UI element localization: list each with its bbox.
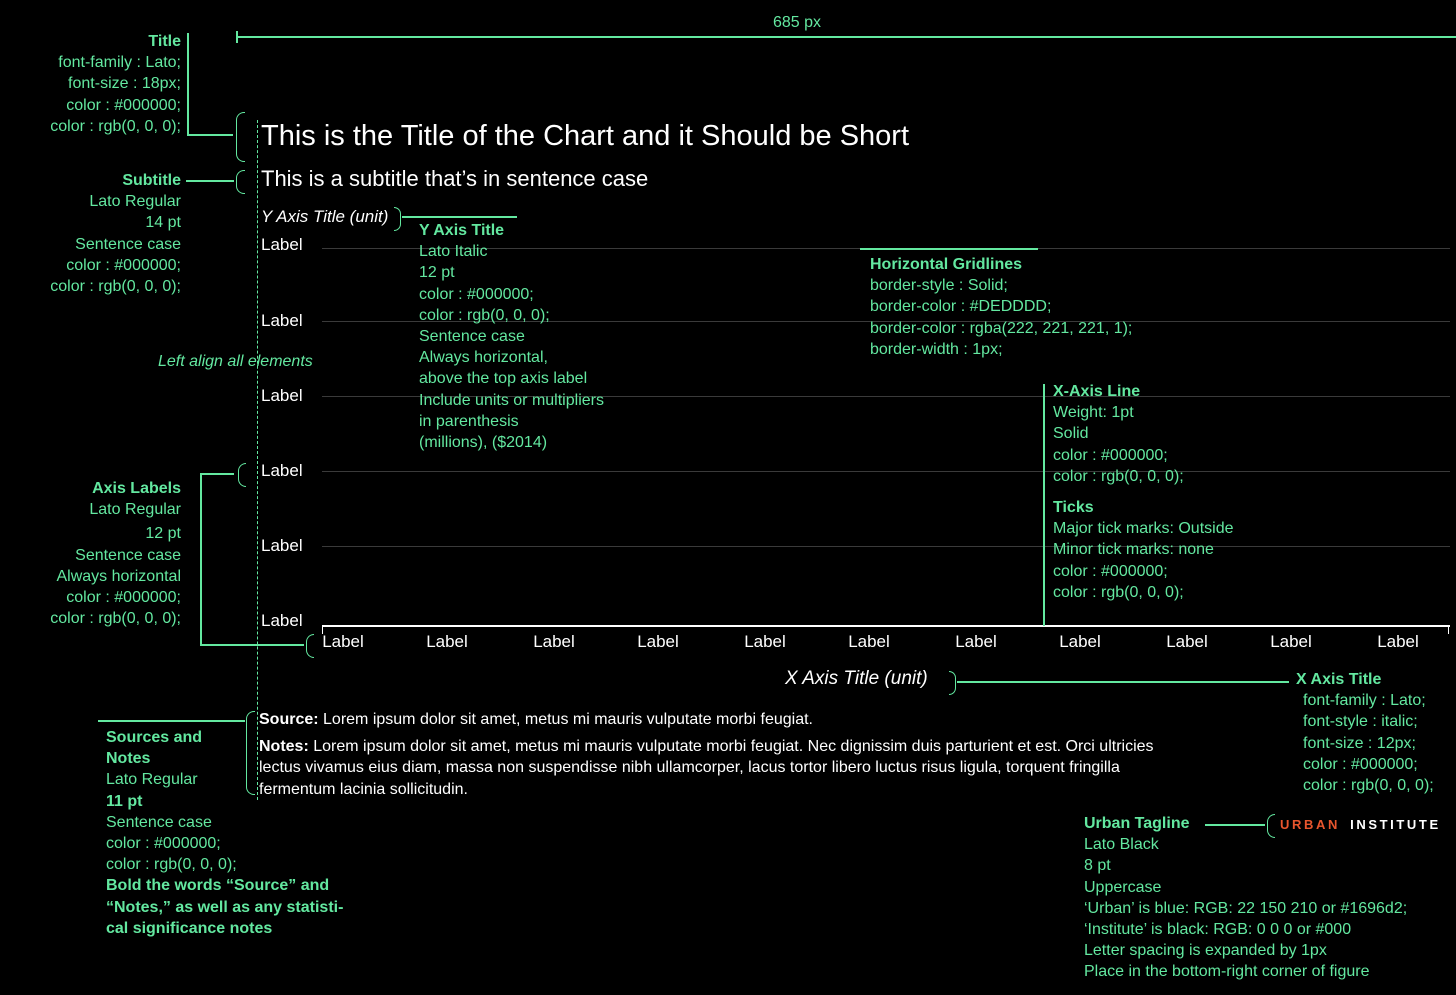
y-axis-label: Label xyxy=(261,536,303,555)
notes-label: Notes: xyxy=(259,737,309,755)
x-axis-line-annotation-heading: X-Axis Line xyxy=(1053,383,1141,400)
x-axis-label: Label xyxy=(955,632,997,651)
x-axis-line xyxy=(322,625,1450,627)
y-axis-title-annotation-heading: Y Axis Title xyxy=(419,222,505,239)
x-axis-label: Label xyxy=(533,632,575,651)
sources-annotation-line: color : rgb(0, 0, 0); xyxy=(106,856,237,874)
x-axis-label: Label xyxy=(848,632,890,651)
y-axis-title-annotation-line: (millions), ($2014) xyxy=(419,434,548,452)
axis-labels-annotation-heading: Axis Labels xyxy=(92,480,181,497)
title-brace xyxy=(236,112,245,162)
gridlines-annotation-heading: Horizontal Gridlines xyxy=(870,256,1023,273)
source-label: Source: xyxy=(259,711,319,728)
y-axis-title-annotation-line: Always horizontal, xyxy=(419,349,548,367)
sources-annotation-connector xyxy=(98,720,245,722)
y-axis-title: Y Axis Title (unit) xyxy=(261,207,389,226)
urban-tagline-annotation-heading: Urban Tagline xyxy=(1084,815,1190,832)
sources-annotation-line: Bold the words “Source” and xyxy=(106,877,330,895)
notes-line xyxy=(259,736,1154,758)
ticks-annotation-heading: Ticks xyxy=(1053,499,1094,516)
axis-labels-annotation-line: Always horizontal xyxy=(56,567,181,585)
y-axis-title-brace xyxy=(394,207,401,231)
subtitle-annotation-line: Sentence case xyxy=(75,235,181,253)
subtitle-brace xyxy=(236,170,245,194)
axis-labels-brace-x xyxy=(306,634,314,658)
width-measure-left-cap xyxy=(236,31,238,43)
title-connector-horizontal xyxy=(187,134,233,136)
x-axis-label: Label xyxy=(1270,632,1312,651)
axis-labels-annotation-line: Lato Regular xyxy=(89,501,181,519)
sources-annotation-line: cal significance notes xyxy=(106,919,273,937)
x-axis-title-brace xyxy=(949,671,956,695)
gridlines-annotation-line: border-color : #DEDDDD; xyxy=(870,298,1052,316)
width-measure-label: 685 px xyxy=(773,14,822,31)
sources-annotation-line: “Notes,” as well as any statisti- xyxy=(106,898,344,916)
gridlines-annotation-line: border-color : rgba(222, 221, 221, 1); xyxy=(870,319,1133,337)
title-annotation-heading: Title xyxy=(148,33,181,50)
y-axis-label: Label xyxy=(261,461,303,480)
urban-tagline-annotation-line: 8 pt xyxy=(1084,857,1111,875)
axis-labels-brace-y xyxy=(238,463,246,487)
ticks-annotation-line: Minor tick marks: none xyxy=(1053,541,1214,559)
sources-annotation xyxy=(106,727,343,939)
source-line xyxy=(259,709,1154,731)
gridlines-annotation-line: border-width : 1px; xyxy=(870,340,1003,358)
y-axis-title-connector xyxy=(402,216,517,218)
sources-annotation-line: color : #000000; xyxy=(106,835,221,853)
ticks-annotation-line: Major tick marks: Outside xyxy=(1053,520,1234,538)
y-axis-title-annotation-line: color : #000000; xyxy=(419,285,534,303)
subtitle-annotation-line: 14 pt xyxy=(145,214,181,232)
urban-tagline-annotation xyxy=(1084,813,1407,983)
tagline-urban: URBAN xyxy=(1280,817,1340,832)
urban-tagline-annotation-line: Letter spacing is expanded by 1px xyxy=(1084,942,1327,960)
x-axis-label: Label xyxy=(1166,632,1208,651)
gridline xyxy=(322,471,1450,472)
urban-tagline-annotation-line: Place in the bottom-right corner of figure xyxy=(1084,963,1370,981)
x-axis-line-annotation-line: Weight: 1pt xyxy=(1053,404,1134,422)
urban-tagline-annotation-line: Uppercase xyxy=(1084,878,1162,896)
axis-labels-annotation-line: 12 pt xyxy=(145,525,181,543)
gridline xyxy=(322,546,1450,547)
source-text: Lorem ipsum dolor sit amet, metus mi mauris vulputate morbi feugiat. xyxy=(318,711,813,728)
x-axis-title-annotation-line: font-style : italic; xyxy=(1303,713,1418,731)
ticks-annotation xyxy=(1053,497,1233,603)
x-axis-title: X Axis Title (unit) xyxy=(785,668,928,689)
axis-labels-connector-bottom xyxy=(200,644,304,646)
y-axis-title-annotation-line: in parenthesis xyxy=(419,412,519,430)
x-axis-tick xyxy=(1448,626,1449,634)
x-axis-title-annotation-line: color : #000000; xyxy=(1303,755,1418,773)
tagline-institute: INSTITUTE xyxy=(1350,817,1441,832)
y-axis-title-annotation-line: Sentence case xyxy=(419,328,525,346)
x-axis-line-annotation-line: color : rgb(0, 0, 0); xyxy=(1053,467,1184,485)
title-annotation-line: font-size : 18px; xyxy=(68,75,181,93)
x-axis-title-annotation-line: font-family : Lato; xyxy=(1303,692,1426,710)
y-axis-label: Label xyxy=(261,611,303,630)
axis-labels-annotation-line: color : #000000; xyxy=(66,589,181,607)
x-axis-label: Label xyxy=(1377,632,1419,651)
gridlines-annotation-line: border-style : Solid; xyxy=(870,277,1008,295)
urban-tagline-annotation-line: Lato Black xyxy=(1084,836,1159,854)
notes-text-line: lectus vivamus eius diam, massa non suspendisse nibh ullamcorper, lacus tortor libero luctus risus ligula, torquent fringilla xyxy=(259,759,1120,776)
title-annotation-line: color : rgb(0, 0, 0); xyxy=(50,117,181,135)
subtitle-connector xyxy=(186,180,234,182)
sources-annotation-line: 11 pt xyxy=(106,792,143,810)
y-axis-title-annotation-line: Lato Italic xyxy=(419,243,488,261)
gridlines-annotation xyxy=(870,254,1132,360)
width-measure-line xyxy=(236,36,1456,38)
gridlines-annotation-connector xyxy=(860,248,1038,250)
y-axis-title-annotation-line: color : rgb(0, 0, 0); xyxy=(419,306,550,324)
x-axis-line-annotation xyxy=(1053,381,1184,487)
y-axis-title-annotation-line: Include units or multipliers xyxy=(419,391,604,409)
title-annotation-line: font-family : Lato; xyxy=(58,54,181,72)
axis-labels-annotation-line: color : rgb(0, 0, 0); xyxy=(50,610,181,628)
title-annotation xyxy=(50,31,181,137)
x-axis-title-annotation-line: color : rgb(0, 0, 0); xyxy=(1303,777,1434,795)
x-axis-title-annotation-line: font-size : 12px; xyxy=(1303,734,1416,752)
x-axis-title-annotation-heading: X Axis Title xyxy=(1296,671,1382,688)
axis-labels-annotation-line: Sentence case xyxy=(75,546,181,564)
axis-labels-connector-top xyxy=(200,473,234,475)
ticks-annotation-line: color : rgb(0, 0, 0); xyxy=(1053,583,1184,601)
sources-annotation-line: Lato Regular xyxy=(106,771,198,789)
subtitle-annotation-heading: Subtitle xyxy=(122,172,181,189)
left-align-guide xyxy=(257,120,258,800)
sources-annotation-heading: Sources and xyxy=(106,729,203,746)
sources-annotation-heading: Notes xyxy=(106,750,151,768)
title-annotation-line: color : #000000; xyxy=(66,96,181,114)
sources-notes-block xyxy=(259,709,1154,800)
x-axis-label: Label xyxy=(1059,632,1101,651)
subtitle-annotation xyxy=(50,170,181,297)
subtitle-annotation-line: color : #000000; xyxy=(66,256,181,274)
sources-annotation-line: Sentence case xyxy=(106,813,212,831)
x-axis-line-annotation-line: Solid xyxy=(1053,425,1089,443)
x-axis-line-annotation-line: color : #000000; xyxy=(1053,446,1168,464)
chart-title: This is the Title of the Chart and it Should be Short xyxy=(261,120,910,152)
x-axis-label: Label xyxy=(426,632,468,651)
x-axis-label: Label xyxy=(637,632,679,651)
x-axis-line-annotation-connector xyxy=(1043,384,1045,626)
subtitle-annotation-line: Lato Regular xyxy=(89,193,181,211)
x-axis-label: Label xyxy=(322,632,364,651)
left-align-note: Left align all elements xyxy=(158,353,313,370)
y-axis-label: Label xyxy=(261,386,303,405)
notes-text: Lorem ipsum dolor sit amet, metus mi mauris vulputate morbi feugiat. Nec dignissim duis parturient et est. Orci ultricies xyxy=(308,737,1154,755)
chart-subtitle: This is a subtitle that’s in sentence case xyxy=(261,166,649,191)
x-axis-label: Label xyxy=(744,632,786,651)
y-axis-title-annotation-line: 12 pt xyxy=(419,264,455,282)
y-axis-title-annotation-line: above the top axis label xyxy=(419,370,588,388)
urban-tagline-annotation-line: ‘Urban’ is blue: RGB: 22 150 210 or #1696d2; xyxy=(1084,899,1408,917)
axis-labels-annotation xyxy=(50,478,181,629)
y-axis-title-annotation xyxy=(419,220,604,453)
x-axis-title-connector xyxy=(957,681,1289,683)
ticks-annotation-line: color : #000000; xyxy=(1053,562,1168,580)
urban-tagline-annotation-line: ‘Institute’ is black: RGB: 0 0 0 or #000 xyxy=(1084,921,1352,939)
y-axis-label: Label xyxy=(261,235,303,254)
x-axis-title-annotation xyxy=(1296,669,1434,796)
title-connector-vertical xyxy=(187,33,189,135)
axis-labels-connector-vertical xyxy=(200,473,202,645)
notes-text-line: fermentum lacinia sollicitudin. xyxy=(259,780,468,798)
y-axis-label: Label xyxy=(261,311,303,330)
subtitle-annotation-line: color : rgb(0, 0, 0); xyxy=(50,278,181,296)
